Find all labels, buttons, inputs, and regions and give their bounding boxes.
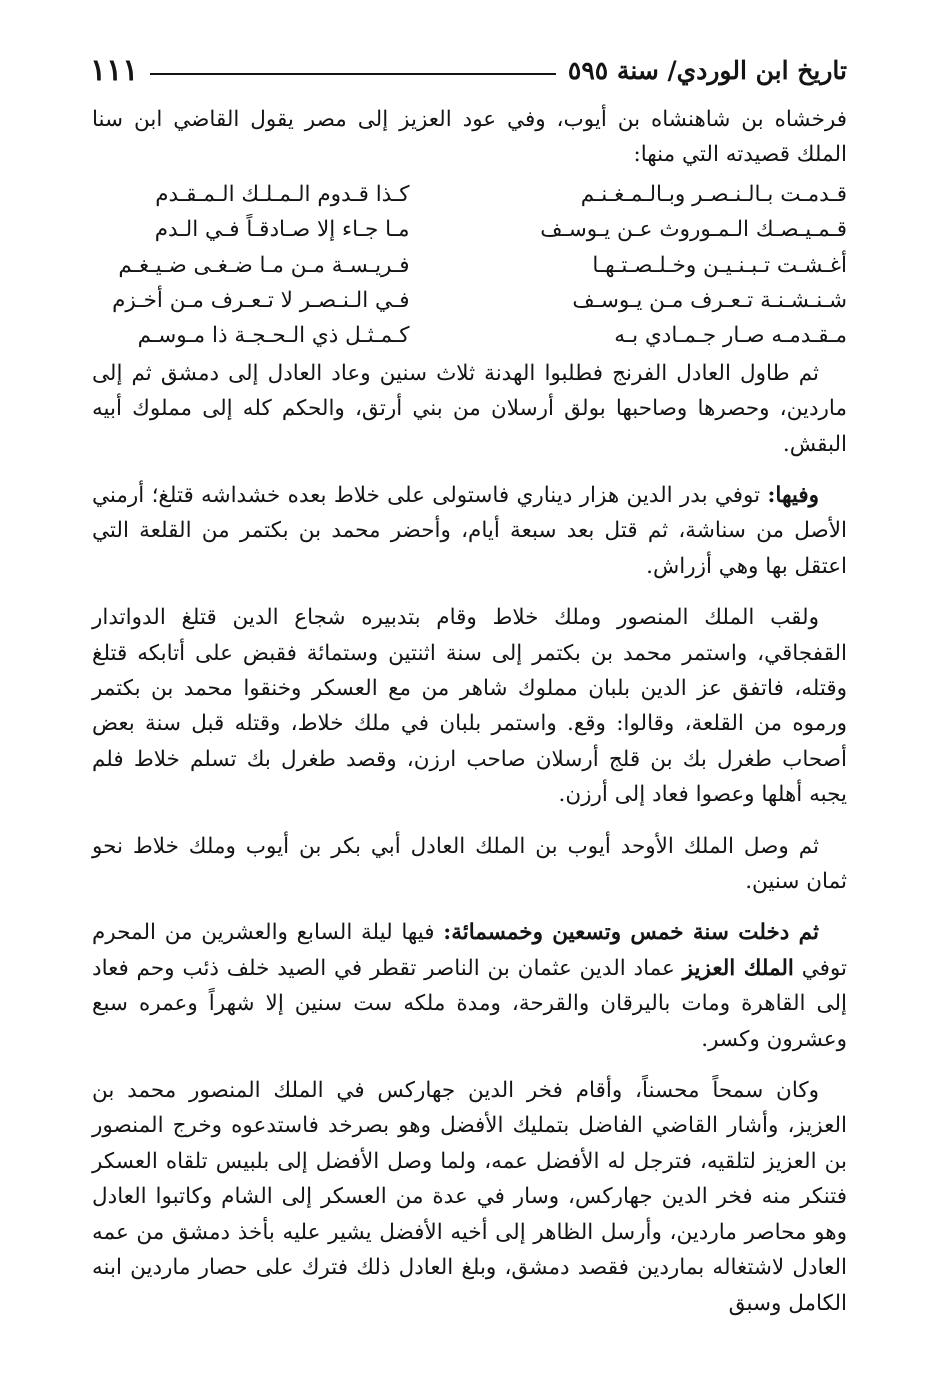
paragraph-truce: ثم طاول العادل الفرنج فطلبوا الهدنة ثلاث سنين وعاد العادل إلى دمشق ثم إلى ماردين، وحصرها وصاحبها بولق أرسلان من بني أرتق، والحكم كله إلى مملوك أبيه البقش. (92, 360, 847, 457)
page-body (92, 102, 847, 1321)
verse-first-hemistich: شـنـشـنـة تـعـرف مـن يـوسـف (572, 287, 847, 313)
paragraph-awhad: ثم وصل الملك الأوحد أيوب بن الملك العادل أبي بكر بن أيوب وملك خلاط نحو ثمان سنين. (92, 833, 847, 895)
paragraph-mansur: ولقب الملك المنصور وملك خلاط وقام بتدبيره شجاع الدين قتلغ الدواتدار القفجاقي، واستمر محمد بن بكتمر إلى سنة اثنتين وستمائة فقبض على أتابكه قتلغ وقتله، فاتفق عز الدين بلبان مملوك شاهر من مع العسكر وخنقوا محمد بن بكتمر ورموه من القلعة، وقالوا: وقع. واستمر بلبان في ملك خلاط، وقتله قبل سنة بعض أصحاب طغرل بك بن قلج أرسلان صاحب ارزن، وقصد طغرل بك تسلم خلاط فلم يجبه أهلها وعصوا فعاد إلى أرزن. (92, 605, 847, 808)
verse-first-hemistich: أغـشـت تـبـنـيـن وخـلـصـتـهـا (592, 252, 847, 278)
poem-verse (92, 283, 847, 318)
verse-second-hemistich: مـا جـاء إلا صـادقـاً فـي الـدم (154, 217, 410, 243)
poem-verse (92, 177, 847, 212)
paragraph-text: عماد الدين عثمان بن الناصر تقطر في الصيد خلف ذئب وحم فعاد إلى القاهرة ومات باليرقان والقرحة، ومدة ملكه ست سنين إلا شهراً وعمره سبع وعشرون وكسر. (92, 955, 847, 1052)
king-name: الملك العزيز (682, 955, 794, 981)
verse-first-hemistich: مـقـدمـه صـار جـمـادي بـه (614, 323, 847, 349)
paragraph-lead: وفيها: (767, 482, 819, 508)
poem (92, 177, 847, 354)
page-number: ١١١ (90, 52, 139, 88)
poem-verse (92, 212, 847, 247)
verse-second-hemistich: فـي الـنـصـر لا تـعـرف مـن أخـزم (112, 287, 410, 313)
verse-first-hemistich: قـدمـت بـالـنـصـر وبـالـمـغـنـم (580, 181, 847, 207)
year-heading: ثم دخلت سنة خمس وتسعين وخمسمائة: (443, 920, 819, 946)
paragraph-text: فيها ليلة السابع والعشرين من المحرم توفي (92, 920, 847, 981)
header-rule (150, 73, 556, 75)
verse-second-hemistich: كـذا قـدوم الـمـلـك الـمـقـدم (155, 181, 410, 207)
paragraph-text: توفي بدر الدين هزار ديناري فاستولى على خلاط بعده خشداشه قتلغ؛ أرمني الأصل من سناشة، ثم قتل بعد سبعة أيام، وأحضر محمد بن بكتمر من القلعة التي اعتقل بها وهي أزراش. (92, 482, 847, 579)
paragraph-year-595 (92, 915, 847, 1057)
poem-verse (92, 248, 847, 283)
intro-paragraph: فرخشاه بن شاهنشاه بن أيوب، وفي عود العزيز إلى مصر يقول القاضي ابن سنا الملك قصيدته التي منها: (92, 107, 847, 168)
verse-second-hemistich: كـمـثـل ذي الـحـجـة ذا مـوسـم (137, 323, 410, 349)
paragraph-afdal: وكان سمحاً محسناً، وأقام فخر الدين جهاركس في الملك المنصور محمد بن العزيز، وأشار القاضي الفاضل بتمليك الأفضل وهو بصرخد فاستدعوه وخرج المنصور بن العزيز لتلقيه، فترجل له الأفضل عمه، ولما وصل الأفضل إلى بلبيس تلقاه العسكر فتنكر منه فخر الدين جهاركس، وسار في عدة من العسكر إلى الشام وكاتبوا العادل وهو محاصر ماردين، وأرسل الظاهر إلى أخيه الأفضل يشير عليه بأخذ دمشق من عمه العادل لاشتغاله بماردين فقصد دمشق، وبلغ العادل ذلك فترك على حصار ماردين ابنه الكامل وسبق (92, 1078, 847, 1316)
paragraph-khilat (92, 478, 847, 584)
running-title: تاريخ ابن الوردي/ سنة ٥٩٥ (567, 55, 847, 85)
verse-second-hemistich: فـريـسـة مـن مـا ضـغـى ضـيـغـم (118, 252, 410, 278)
verse-first-hemistich: قـمـيـصـك الـمـوروث عـن يـوسـف (540, 217, 847, 243)
page-header (90, 50, 847, 90)
poem-verse (92, 318, 847, 353)
